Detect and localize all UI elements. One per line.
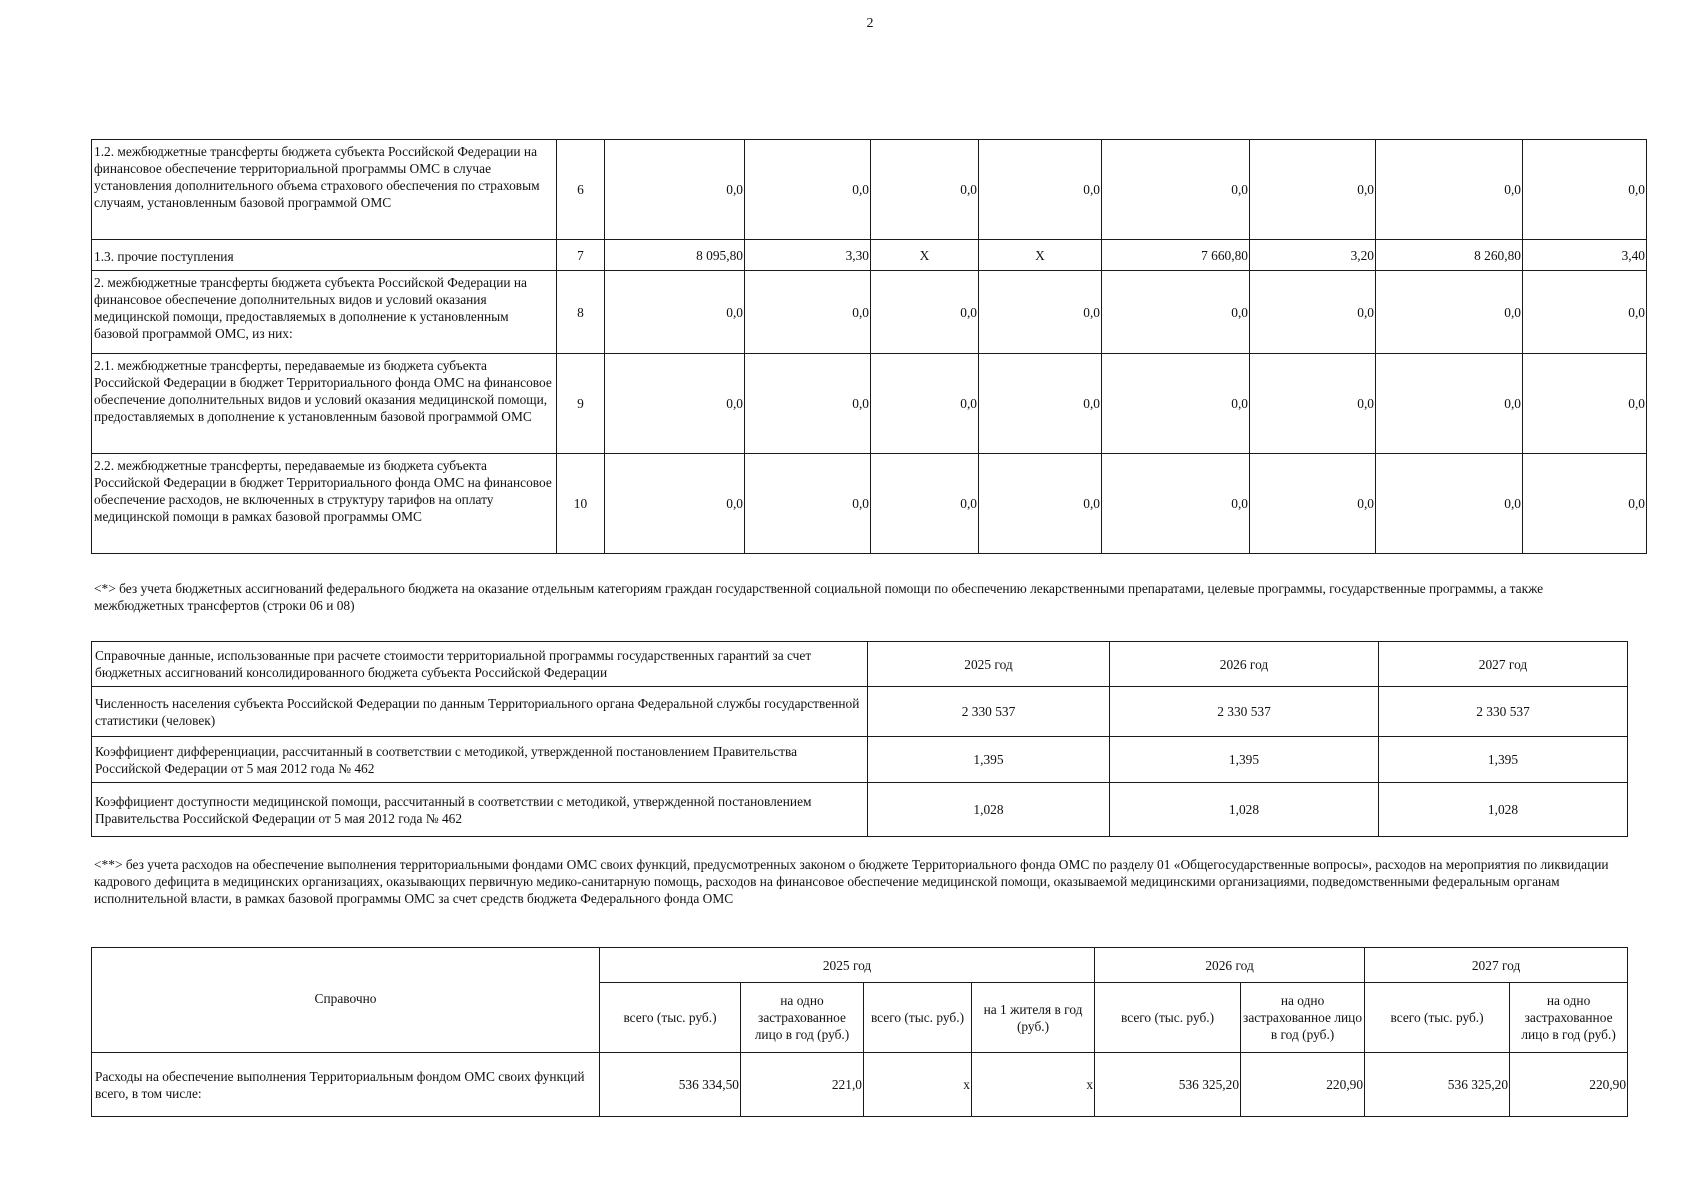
- cell-value: 0,0: [979, 454, 1102, 554]
- cell-value: 0,0: [1376, 140, 1523, 240]
- cell-value: 0,0: [979, 354, 1102, 454]
- cell-value: 0,0: [979, 271, 1102, 354]
- row-label: 2. межбюджетные трансферты бюджета субъекта Российской Федерации на финансовое обеспечение дополнительных видов и условий оказания медицинской помощи, предоставляемых в дополнение к установленным базовой программой ОМС, из них:: [92, 271, 557, 354]
- cell-value: 536 334,50: [600, 1053, 741, 1117]
- cell-value: 1,395: [1379, 737, 1628, 783]
- cell-value: X: [871, 240, 979, 271]
- cell-value: 0,0: [745, 354, 871, 454]
- row-label: Коэффициент доступности медицинской помощи, рассчитанный в соответствии с методикой, утвержденной постановлением Правительства Российской Федерации от 5 мая 2012 года № 462: [92, 783, 868, 837]
- footnote-double-asterisk: <**> без учета расходов на обеспечение выполнения территориальными фондами ОМС своих функций, предусмотренных законом о бюджете Территориального фонда ОМС по разделу 01 «Общегосударственные вопросы», расходов на мероприятия по ликвидации кадрового дефицита в медицинских организациях, оказывающих первичную медико-санитарную помощь, расходов на финансовое обеспечение медицинской помощи, оказываемой медицинскими организациями, подведомственными федеральным органам исполнительной власти, в рамках базовой программы ОМС за счет средств бюджета Федерального фонда ОМС: [94, 857, 1609, 906]
- cell-value: 1,395: [868, 737, 1110, 783]
- column-header: на 1 жителя в год (руб.): [972, 983, 1095, 1053]
- year-header: 2026 год: [1110, 642, 1379, 687]
- table-row: [92, 687, 1628, 737]
- column-header: всего (тыс. руб.): [600, 983, 741, 1053]
- column-header: на одно застрахованное лицо в год (руб.): [1241, 983, 1365, 1053]
- row-label: Коэффициент дифференциации, рассчитанный в соответствии с методикой, утвержденной постановлением Правительства Российской Федерации от 5 мая 2012 года № 462: [92, 737, 868, 783]
- cell-value: 0,0: [1102, 271, 1250, 354]
- table-row: [92, 737, 1628, 783]
- cell-value: 3,20: [1250, 240, 1376, 271]
- cell-value: 536 325,20: [1095, 1053, 1241, 1117]
- cell-value: 536 325,20: [1365, 1053, 1510, 1117]
- footnote-single-asterisk: <*> без учета бюджетных ассигнований федерального бюджета на оказание отдельным категориям граждан государственной социальной помощи по обеспечению лекарственными препаратами, целевые программы, государственные программы, а также межбюджетных трансфертов (строки 06 и 08): [94, 581, 1544, 613]
- cell-value: 2 330 537: [868, 687, 1110, 737]
- page-number: 2: [866, 16, 874, 31]
- table-row: [92, 354, 1647, 454]
- year-header: 2026 год: [1095, 948, 1365, 983]
- cell-value: 0,0: [1250, 140, 1376, 240]
- column-header: на одно застрахованное лицо в год (руб.): [741, 983, 864, 1053]
- cell-value: x: [864, 1053, 972, 1117]
- column-header: всего (тыс. руб.): [1095, 983, 1241, 1053]
- cell-value: 0,0: [1523, 454, 1647, 554]
- cell-value: 0,0: [745, 271, 871, 354]
- cell-value: x: [972, 1053, 1095, 1117]
- header-label: Справочные данные, использованные при расчете стоимости территориальной программы государственных гарантий за счет бюджетных ассигнований консолидированного бюджета субъекта Российской Федерации: [92, 642, 868, 687]
- cell-value: 0,0: [1102, 354, 1250, 454]
- cell-value: 0,0: [1376, 271, 1523, 354]
- cell-value: 1,395: [1110, 737, 1379, 783]
- year-header: 2027 год: [1365, 948, 1628, 983]
- cell-value: 0,0: [871, 271, 979, 354]
- fund-expenses-table: [91, 947, 1628, 1117]
- cell-value: 0,0: [1376, 454, 1523, 554]
- table-row: [92, 271, 1647, 354]
- row-number: 7: [557, 240, 605, 271]
- cell-value: 2 330 537: [1110, 687, 1379, 737]
- column-header: всего (тыс. руб.): [864, 983, 972, 1053]
- table-row: [92, 240, 1647, 271]
- table-header-row: [92, 642, 1628, 687]
- year-header: 2027 год: [1379, 642, 1628, 687]
- cell-value: 0,0: [1376, 354, 1523, 454]
- row-number: 8: [557, 271, 605, 354]
- cell-value: 7 660,80: [1102, 240, 1250, 271]
- row-number: 10: [557, 454, 605, 554]
- cell-value: 0,0: [605, 354, 745, 454]
- cell-value: 0,0: [979, 140, 1102, 240]
- reference-data-table: [91, 641, 1628, 837]
- cell-value: 0,0: [605, 454, 745, 554]
- cell-value: 0,0: [1102, 140, 1250, 240]
- cell-value: 0,0: [1523, 140, 1647, 240]
- row-label: Расходы на обеспечение выполнения Территориальным фондом ОМС своих функций всего, в том числе:: [92, 1053, 600, 1117]
- cell-value: 0,0: [605, 140, 745, 240]
- cell-value: 0,0: [745, 140, 871, 240]
- cell-value: 1,028: [868, 783, 1110, 837]
- cell-value: X: [979, 240, 1102, 271]
- cell-value: 0,0: [871, 454, 979, 554]
- cell-value: 0,0: [605, 271, 745, 354]
- sprav-label: Справочно: [92, 948, 600, 1053]
- row-label: 2.2. межбюджетные трансферты, передаваемые из бюджета субъекта Российской Федерации в бюджет Территориального фонда ОМС на финансовое обеспечение расходов, не включенных в структуру тарифов на оплату медицинской помощи в рамках базовой программы ОМС: [92, 454, 557, 554]
- row-label: 1.3. прочие поступления: [92, 240, 557, 271]
- column-header: на одно застрахованное лицо в год (руб.): [1510, 983, 1628, 1053]
- cell-value: 2 330 537: [1379, 687, 1628, 737]
- cell-value: 1,028: [1110, 783, 1379, 837]
- cell-value: 0,0: [1250, 354, 1376, 454]
- year-header: 2025 год: [600, 948, 1095, 983]
- cell-value: 0,0: [745, 454, 871, 554]
- cell-value: 0,0: [1523, 271, 1647, 354]
- cell-value: 8 095,80: [605, 240, 745, 271]
- table-row: [92, 140, 1647, 240]
- row-label: 1.2. межбюджетные трансферты бюджета субъекта Российской Федерации на финансовое обеспечение территориальной программы ОМС в случае установления дополнительного объема страхового обеспечения по страховым случаям, установленным базовой программой ОМС: [92, 140, 557, 240]
- cell-value: 8 260,80: [1376, 240, 1523, 271]
- cell-value: 221,0: [741, 1053, 864, 1117]
- cell-value: 0,0: [1102, 454, 1250, 554]
- revenue-table: [91, 139, 1647, 554]
- column-header: всего (тыс. руб.): [1365, 983, 1510, 1053]
- cell-value: 0,0: [1250, 271, 1376, 354]
- cell-value: 3,30: [745, 240, 871, 271]
- row-label: 2.1. межбюджетные трансферты, передаваемые из бюджета субъекта Российской Федерации в бюджет Территориального фонда ОМС на финансовое обеспечение дополнительных видов и условий оказания медицинской помощи, предоставляемых в дополнение к установленным базовой программой ОМС: [92, 354, 557, 454]
- cell-value: 220,90: [1241, 1053, 1365, 1117]
- cell-value: 1,028: [1379, 783, 1628, 837]
- table-row: [92, 1053, 1628, 1117]
- year-header: 2025 год: [868, 642, 1110, 687]
- cell-value: 0,0: [1250, 454, 1376, 554]
- row-number: 9: [557, 354, 605, 454]
- table-header-row: [92, 948, 1628, 983]
- cell-value: 220,90: [1510, 1053, 1628, 1117]
- row-label: Численность населения субъекта Российской Федерации по данным Территориального органа Федеральной службы государственной статистики (человек): [92, 687, 868, 737]
- cell-value: 3,40: [1523, 240, 1647, 271]
- cell-value: 0,0: [871, 140, 979, 240]
- cell-value: 0,0: [1523, 354, 1647, 454]
- cell-value: 0,0: [871, 354, 979, 454]
- table-row: [92, 454, 1647, 554]
- row-number: 6: [557, 140, 605, 240]
- table-row: [92, 783, 1628, 837]
